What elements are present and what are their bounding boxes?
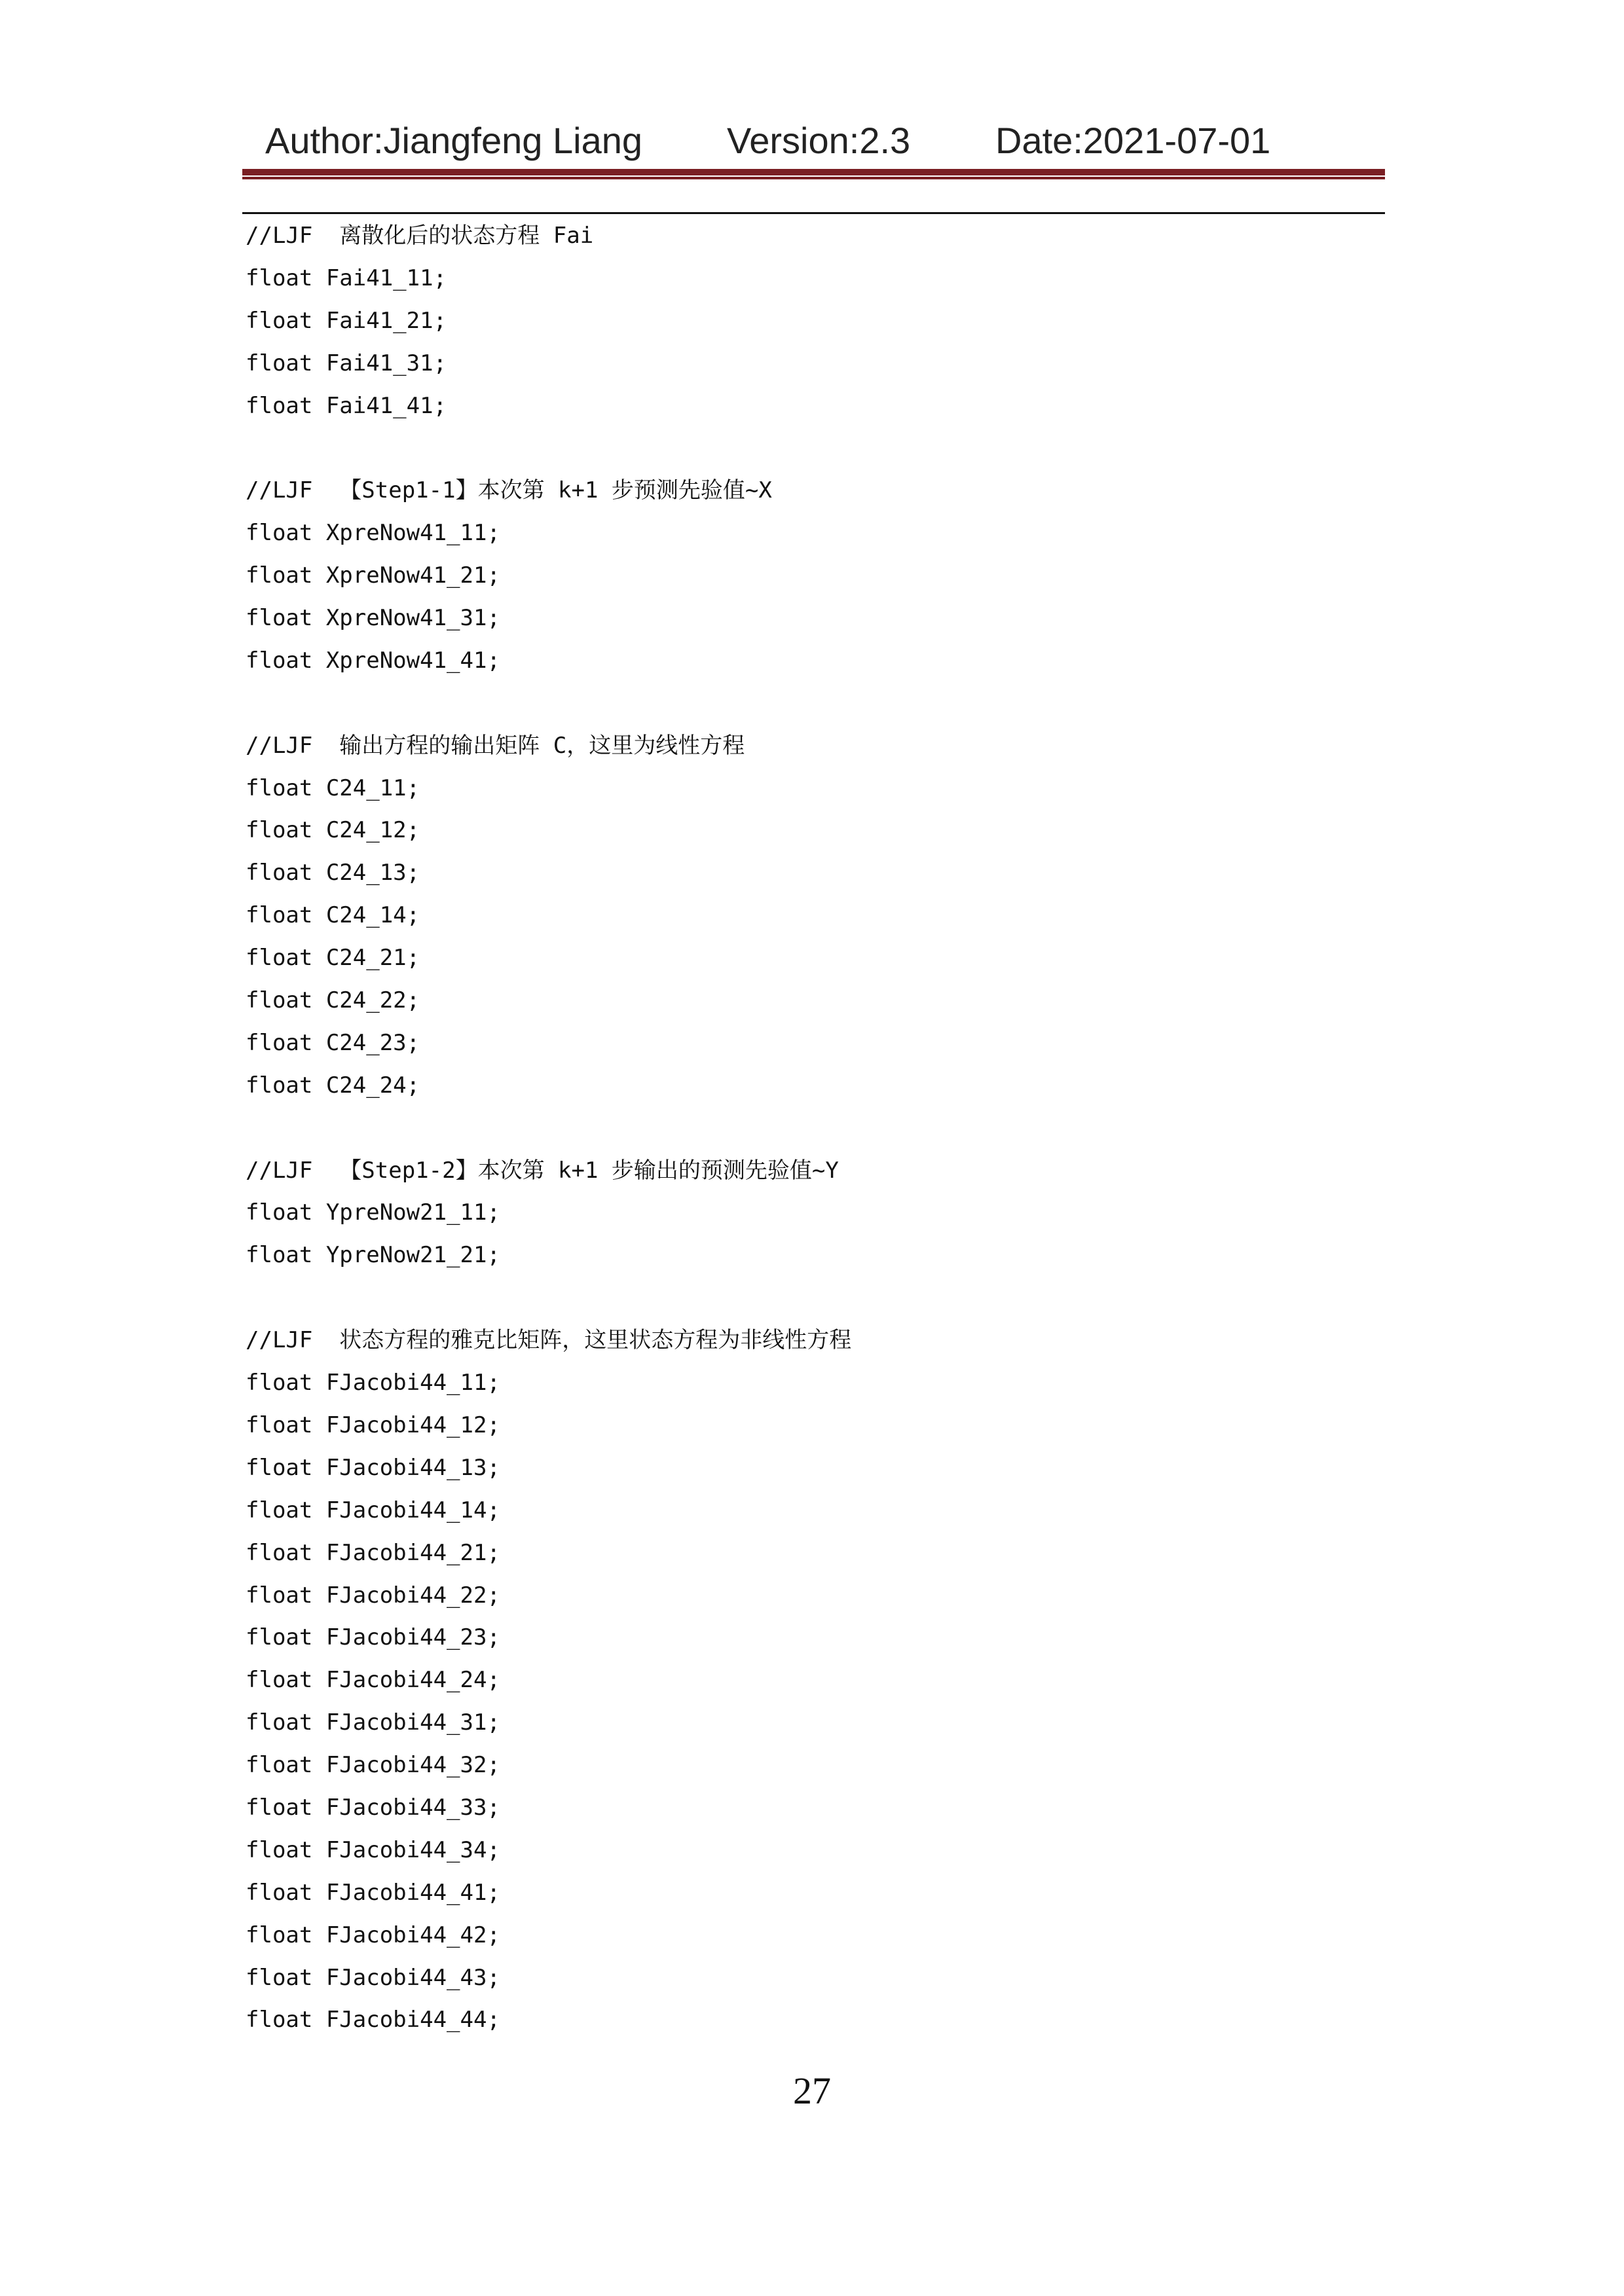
code-line: float Fai41_21; [246, 307, 447, 334]
code-line: float FJacobi44_44; [246, 2007, 500, 2033]
code-line: float XpreNow41_41; [246, 647, 500, 674]
code-line: float C24_22; [246, 987, 420, 1014]
code-line: float Fai41_41; [246, 392, 447, 419]
code-line: float C24_21; [246, 945, 420, 972]
code-line: float FJacobi44_13; [246, 1454, 500, 1481]
code-line: float XpreNow41_21; [246, 562, 500, 589]
blank-line [246, 682, 1359, 725]
header-rule-thick [242, 169, 1385, 175]
code-comment-line: //LJF 输出方程的输出矩阵 C，这里为线性方程 [246, 732, 745, 759]
header-rule-thin [242, 177, 1385, 179]
page-number: 27 [793, 2069, 831, 2112]
code-line: float FJacobi44_42; [246, 1922, 500, 1948]
code-comment-line: //LJF 【Step1-2】本次第 k+1 步输出的预测先验值~Y [246, 1157, 839, 1184]
code-line: float Fai41_31; [246, 350, 447, 376]
code-comment-line: //LJF 状态方程的雅克比矩阵，这里状态方程为非线性方程 [246, 1327, 852, 1354]
code-line: float C24_13; [246, 860, 420, 886]
code-line: float FJacobi44_14; [246, 1497, 500, 1523]
code-line: float FJacobi44_24; [246, 1667, 500, 1694]
code-line: float XpreNow41_11; [246, 520, 500, 547]
code-line: float C24_11; [246, 774, 420, 801]
code-block [246, 215, 1359, 2041]
code-line: float FJacobi44_33; [246, 1794, 500, 1821]
code-line: float FJacobi44_41; [246, 1879, 500, 1906]
code-line: float FJacobi44_43; [246, 1964, 500, 1991]
blank-line [246, 427, 1359, 469]
header-author: Author:Jiangfeng Liang [265, 120, 642, 161]
code-line: float FJacobi44_34; [246, 1836, 500, 1863]
code-line: float C24_12; [246, 817, 420, 844]
code-line: float FJacobi44_11; [246, 1370, 500, 1396]
code-line: float YpreNow21_21; [246, 1242, 500, 1269]
page-header [265, 110, 1378, 169]
blank-line [246, 1107, 1359, 1150]
header-date: Date:2021-07-01 [995, 120, 1271, 161]
code-line: float C24_14; [246, 902, 420, 929]
content-top-rule [242, 212, 1385, 214]
code-line: float FJacobi44_22; [246, 1582, 500, 1609]
code-line: float C24_24; [246, 1072, 420, 1099]
code-line: float FJacobi44_23; [246, 1624, 500, 1651]
code-comment-line: //LJF 【Step1-1】本次第 k+1 步预测先验值~X [246, 477, 772, 504]
blank-line [246, 1277, 1359, 1319]
code-line: float FJacobi44_12; [246, 1412, 500, 1438]
code-line: float C24_23; [246, 1029, 420, 1056]
code-line: float FJacobi44_32; [246, 1752, 500, 1779]
header-version: Version:2.3 [727, 120, 911, 161]
code-line: float YpreNow21_11; [246, 1199, 500, 1226]
code-comment-line: //LJF 离散化后的状态方程 Fai [246, 223, 594, 249]
code-line: float FJacobi44_21; [246, 1539, 500, 1566]
code-line: float Fai41_11; [246, 264, 447, 291]
code-line: float XpreNow41_31; [246, 605, 500, 632]
code-line: float FJacobi44_31; [246, 1709, 500, 1736]
